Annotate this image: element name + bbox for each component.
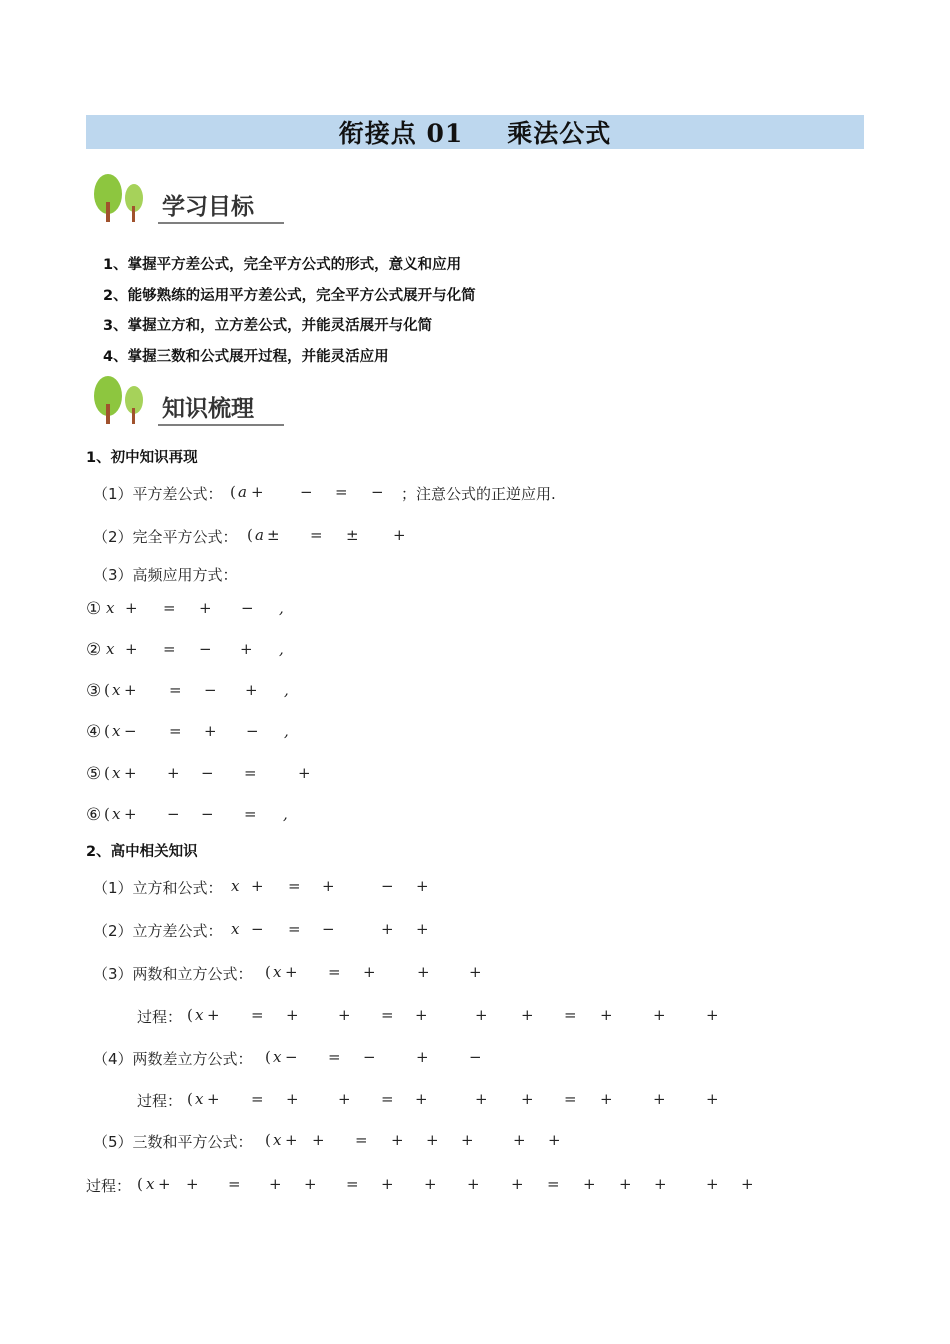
formula-token: x: [273, 1048, 282, 1066]
formula-token: a: [238, 483, 247, 501]
formula-token: −: [363, 1048, 376, 1066]
formula-label: 过程：: [86, 1177, 132, 1195]
formula-token: +: [285, 1131, 298, 1149]
formula-token: x: [106, 599, 115, 617]
formula-token: +: [415, 1090, 428, 1108]
formula-token: −: [381, 877, 394, 895]
formula-token: +: [381, 920, 394, 938]
formula-token: +: [363, 963, 376, 981]
formula-token: =: [244, 764, 257, 782]
formula-row: [0, 805, 950, 829]
formula-token: (: [187, 1006, 193, 1024]
formula-token: +: [125, 599, 138, 617]
formula-token: −: [469, 1048, 482, 1066]
formula-token: (: [104, 805, 110, 823]
title-bar: [86, 115, 864, 149]
formula-row: [0, 681, 950, 705]
formula-token: =: [381, 1090, 394, 1108]
section-knowledge: [92, 374, 292, 434]
formula-token: x: [112, 805, 121, 823]
formula-token: +: [475, 1090, 488, 1108]
formula-token: +: [417, 963, 430, 981]
objective-item: 4、掌握三数和公式展开过程，并能灵活应用: [103, 349, 389, 365]
formula-token: +: [653, 1006, 666, 1024]
formula-label: （4）两数差立方公式：: [93, 1050, 253, 1068]
formula-row: [0, 722, 950, 746]
formula-token: =: [163, 599, 176, 617]
circle-number: ⑥: [86, 805, 102, 825]
formula-token: +: [706, 1090, 719, 1108]
formula-token: =: [169, 722, 182, 740]
formula-token: (: [187, 1090, 193, 1108]
circle-number: ⑤: [86, 764, 102, 784]
formula-token: ,: [284, 681, 289, 699]
formula-row: [0, 599, 950, 623]
formula-token: +: [286, 1090, 299, 1108]
formula-token: =: [328, 1048, 341, 1066]
formula-token: +: [619, 1175, 632, 1193]
formula-token: −: [201, 805, 214, 823]
formula-token: =: [564, 1006, 577, 1024]
formula-token: +: [415, 1006, 428, 1024]
formula-token: +: [521, 1090, 534, 1108]
formula-row: [0, 1090, 950, 1114]
formula-token: +: [426, 1131, 439, 1149]
formula-token: +: [521, 1006, 534, 1024]
formula-token: x: [195, 1006, 204, 1024]
formula-token: x: [231, 877, 240, 895]
formula-token: +: [424, 1175, 437, 1193]
formula-token: +: [391, 1131, 404, 1149]
formula-token: −: [251, 920, 264, 938]
formula-row: [0, 1048, 950, 1072]
formula-token: =: [381, 1006, 394, 1024]
formula-token: +: [124, 681, 137, 699]
section-knowledge-label: 知识梳理: [162, 396, 254, 422]
formula-row: [0, 564, 950, 588]
formula-token: x: [146, 1175, 155, 1193]
formula-token: +: [548, 1131, 561, 1149]
formula-token: +: [338, 1090, 351, 1108]
formula-token: +: [741, 1175, 754, 1193]
formula-token: +: [706, 1175, 719, 1193]
formula-token: +: [475, 1006, 488, 1024]
formula-token: +: [286, 1006, 299, 1024]
formula-token: +: [322, 877, 335, 895]
formula-token: −: [167, 805, 180, 823]
formula-token: −: [246, 722, 259, 740]
divider: [158, 222, 284, 224]
section-objectives: [92, 172, 292, 232]
formula-label: 过程：: [137, 1008, 183, 1026]
circle-number: ②: [86, 640, 102, 660]
tree-icon: [92, 172, 152, 224]
formula-label: （2）完全平方公式：: [93, 528, 238, 546]
formula-token: +: [125, 640, 138, 658]
formula-token: (: [265, 1048, 271, 1066]
formula-token: =: [169, 681, 182, 699]
formula-row: [0, 1131, 950, 1155]
formula-token: +: [199, 599, 212, 617]
formula-token: +: [469, 963, 482, 981]
formula-token: ,: [284, 722, 289, 740]
formula-label: （2）立方差公式：: [93, 922, 223, 940]
formula-token: =: [288, 877, 301, 895]
formula-label: 过程：: [137, 1092, 183, 1110]
formula-token: −: [124, 722, 137, 740]
formula-token: (: [247, 526, 253, 544]
formula-token: =: [547, 1175, 560, 1193]
formula-row: [0, 1006, 950, 1030]
formula-token: +: [204, 722, 217, 740]
part1-heading: 1、初中知识再现: [86, 450, 198, 466]
formula-row: [0, 526, 950, 550]
formula-token: +: [167, 764, 180, 782]
formula-token: +: [653, 1090, 666, 1108]
formula-token: (: [137, 1175, 143, 1193]
formula-token: +: [124, 805, 137, 823]
formula-label: （1）平方差公式：: [93, 485, 223, 503]
formula-token: ,: [279, 599, 284, 617]
formula-label: （1）立方和公式：: [93, 879, 223, 897]
formula-token: ±: [267, 526, 280, 544]
formula-token: +: [654, 1175, 667, 1193]
formula-token: (: [230, 483, 236, 501]
formula-token: +: [416, 877, 429, 895]
formula-token: x: [273, 1131, 282, 1149]
formula-token: +: [600, 1006, 613, 1024]
formula-token: −: [201, 764, 214, 782]
section-objectives-label: 学习目标: [162, 194, 254, 220]
formula-token: +: [461, 1131, 474, 1149]
objective-item: 1、掌握平方差公式，完全平方公式的形式，意义和应用: [103, 257, 462, 273]
tree-icon: [92, 374, 152, 426]
formula-token: =: [335, 483, 348, 501]
formula-token: +: [583, 1175, 596, 1193]
formula-label: （3）高频应用方式：: [93, 566, 238, 584]
formula-token: x: [106, 640, 115, 658]
formula-token: −: [199, 640, 212, 658]
formula-token: =: [355, 1131, 368, 1149]
formula-token: a: [255, 526, 264, 544]
formula-token: =: [346, 1175, 359, 1193]
formula-token: −: [300, 483, 313, 501]
formula-token: +: [706, 1006, 719, 1024]
formula-token: +: [158, 1175, 171, 1193]
formula-token: x: [112, 764, 121, 782]
title-part1: 衔接点 01: [338, 119, 464, 148]
formula-row: [0, 640, 950, 664]
formula-token: −: [204, 681, 217, 699]
formula-token: x: [112, 722, 121, 740]
formula-note: ；注意公式的正逆应用.: [401, 485, 556, 503]
formula-token: +: [298, 764, 311, 782]
formula-token: =: [328, 963, 341, 981]
circle-number: ③: [86, 681, 102, 701]
formula-token: +: [207, 1006, 220, 1024]
formula-token: +: [511, 1175, 524, 1193]
title-part2: 乘法公式: [507, 119, 612, 148]
circle-number: ④: [86, 722, 102, 742]
formula-token: +: [285, 963, 298, 981]
formula-token: +: [245, 681, 258, 699]
formula-token: +: [416, 920, 429, 938]
formula-token: +: [124, 764, 137, 782]
formula-token: =: [228, 1175, 241, 1193]
formula-token: −: [322, 920, 335, 938]
formula-token: =: [163, 640, 176, 658]
formula-token: +: [416, 1048, 429, 1066]
divider: [158, 424, 284, 426]
formula-token: x: [273, 963, 282, 981]
formula-token: x: [195, 1090, 204, 1108]
formula-token: =: [244, 805, 257, 823]
formula-token: +: [312, 1131, 325, 1149]
formula-token: +: [513, 1131, 526, 1149]
formula-token: (: [104, 681, 110, 699]
formula-token: +: [186, 1175, 199, 1193]
formula-token: +: [600, 1090, 613, 1108]
formula-token: (: [104, 722, 110, 740]
objective-item: 2、能够熟练的运用平方差公式，完全平方公式展开与化简: [103, 288, 476, 304]
formula-token: +: [269, 1175, 282, 1193]
formula-token: +: [251, 877, 264, 895]
formula-token: −: [371, 483, 384, 501]
formula-token: ,: [279, 640, 284, 658]
circle-number: ①: [86, 599, 102, 619]
formula-label: （3）两数和立方公式：: [93, 965, 253, 983]
formula-token: +: [251, 483, 264, 501]
formula-token: −: [241, 599, 254, 617]
formula-token: ,: [283, 805, 288, 823]
formula-token: =: [310, 526, 323, 544]
formula-token: +: [240, 640, 253, 658]
formula-token: ±: [346, 526, 359, 544]
formula-row: [0, 483, 950, 507]
formula-token: +: [393, 526, 406, 544]
formula-row: [0, 1175, 950, 1199]
formula-token: x: [231, 920, 240, 938]
formula-token: +: [338, 1006, 351, 1024]
formula-token: =: [564, 1090, 577, 1108]
formula-token: (: [265, 963, 271, 981]
formula-token: +: [467, 1175, 480, 1193]
formula-token: −: [285, 1048, 298, 1066]
formula-token: +: [207, 1090, 220, 1108]
formula-token: =: [251, 1006, 264, 1024]
formula-token: (: [265, 1131, 271, 1149]
formula-label: （5）三数和平方公式：: [93, 1133, 253, 1151]
formula-token: =: [288, 920, 301, 938]
formula-token: +: [381, 1175, 394, 1193]
formula-row: [0, 920, 950, 944]
formula-row: [0, 963, 950, 987]
formula-token: x: [112, 681, 121, 699]
formula-row: [0, 877, 950, 901]
formula-token: (: [104, 764, 110, 782]
part2-heading: 2、高中相关知识: [86, 844, 198, 860]
formula-token: +: [304, 1175, 317, 1193]
formula-token: =: [251, 1090, 264, 1108]
formula-row: [0, 764, 950, 788]
objective-item: 3、掌握立方和，立方差公式，并能灵活展开与化简: [103, 318, 433, 334]
